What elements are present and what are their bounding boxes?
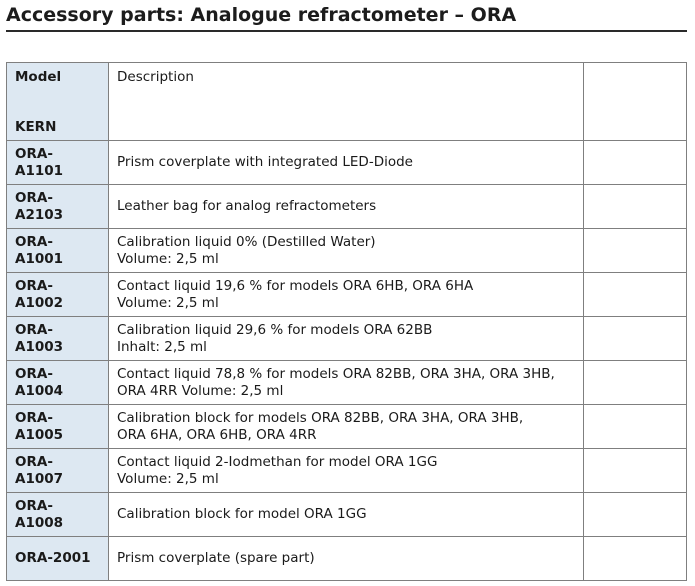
header-model-cell <box>7 63 109 141</box>
model-number: ORA-A1101 <box>7 141 109 185</box>
description-line: Leather bag for analog refractometers <box>117 198 377 214</box>
empty-cell <box>584 141 687 185</box>
description-cell <box>109 537 584 581</box>
description-line-2: Volume: 2,5 ml <box>117 250 219 267</box>
model-number: ORA-A1003 <box>7 317 109 361</box>
table-row <box>7 185 687 229</box>
empty-cell <box>584 449 687 493</box>
description-line: Contact liquid 2-Iodmethan for model ORA 1GG <box>117 453 438 470</box>
table-row <box>7 273 687 317</box>
table-row <box>7 405 687 449</box>
table-row <box>7 317 687 361</box>
table-row <box>7 493 687 537</box>
description-line: Calibration block for models ORA 82BB, ORA 3HA, ORA 3HB, <box>117 409 524 426</box>
empty-cell <box>584 317 687 361</box>
description-cell <box>109 273 584 317</box>
table-row <box>7 537 687 581</box>
description-line-2: Inhalt: 2,5 ml <box>117 338 207 355</box>
title-divider <box>6 30 687 32</box>
empty-cell <box>584 537 687 581</box>
description-line: Contact liquid 19,6 % for models ORA 6HB, ORA 6HA <box>117 277 474 294</box>
table-row <box>7 229 687 273</box>
description-line-2: Volume: 2,5 ml <box>117 470 219 487</box>
model-number: ORA-A1004 <box>7 361 109 405</box>
model-number: ORA-A2103 <box>7 185 109 229</box>
description-line: Calibration liquid 29,6 % for models ORA 62BB <box>117 321 433 338</box>
table-row <box>7 361 687 405</box>
description-line: Prism coverplate (spare part) <box>117 550 315 566</box>
empty-cell <box>584 405 687 449</box>
model-number: ORA-A1008 <box>7 493 109 537</box>
page-title: Accessory parts: Analogue refractometer – ORA <box>6 4 517 26</box>
header-brand-label: KERN <box>15 119 57 135</box>
table-row <box>7 449 687 493</box>
description-cell <box>109 361 584 405</box>
description-cell <box>109 449 584 493</box>
empty-cell <box>584 185 687 229</box>
model-number: ORA-A1001 <box>7 229 109 273</box>
empty-cell <box>584 229 687 273</box>
description-line-2: Volume: 2,5 ml <box>117 294 219 311</box>
description-cell <box>109 185 584 229</box>
accessory-parts-table <box>6 62 687 581</box>
model-number: ORA-A1007 <box>7 449 109 493</box>
description-cell <box>109 141 584 185</box>
table-row <box>7 141 687 185</box>
description-cell <box>109 317 584 361</box>
empty-cell <box>584 493 687 537</box>
description-cell <box>109 493 584 537</box>
empty-cell <box>584 273 687 317</box>
header-extra-cell <box>584 63 687 141</box>
empty-cell <box>584 361 687 405</box>
description-cell <box>109 229 584 273</box>
description-cell <box>109 405 584 449</box>
description-line: Calibration block for model ORA 1GG <box>117 506 367 522</box>
description-line-2: ORA 4RR Volume: 2,5 ml <box>117 382 284 399</box>
description-line: Contact liquid 78,8 % for models ORA 82BB, ORA 3HA, ORA 3HB, <box>117 365 555 382</box>
header-description-cell <box>109 63 584 141</box>
model-number: ORA-A1002 <box>7 273 109 317</box>
header-model-label: Model <box>15 69 62 85</box>
model-number: ORA-A1005 <box>7 405 109 449</box>
description-line: Prism coverplate with integrated LED-Diode <box>117 154 413 170</box>
header-description-label: Description <box>117 69 194 85</box>
model-number: ORA-2001 <box>7 537 109 581</box>
description-line: Calibration liquid 0% (Destilled Water) <box>117 233 376 250</box>
description-line-2: ORA 6HA, ORA 6HB, ORA 4RR <box>117 426 317 443</box>
table-header-row <box>7 63 687 141</box>
